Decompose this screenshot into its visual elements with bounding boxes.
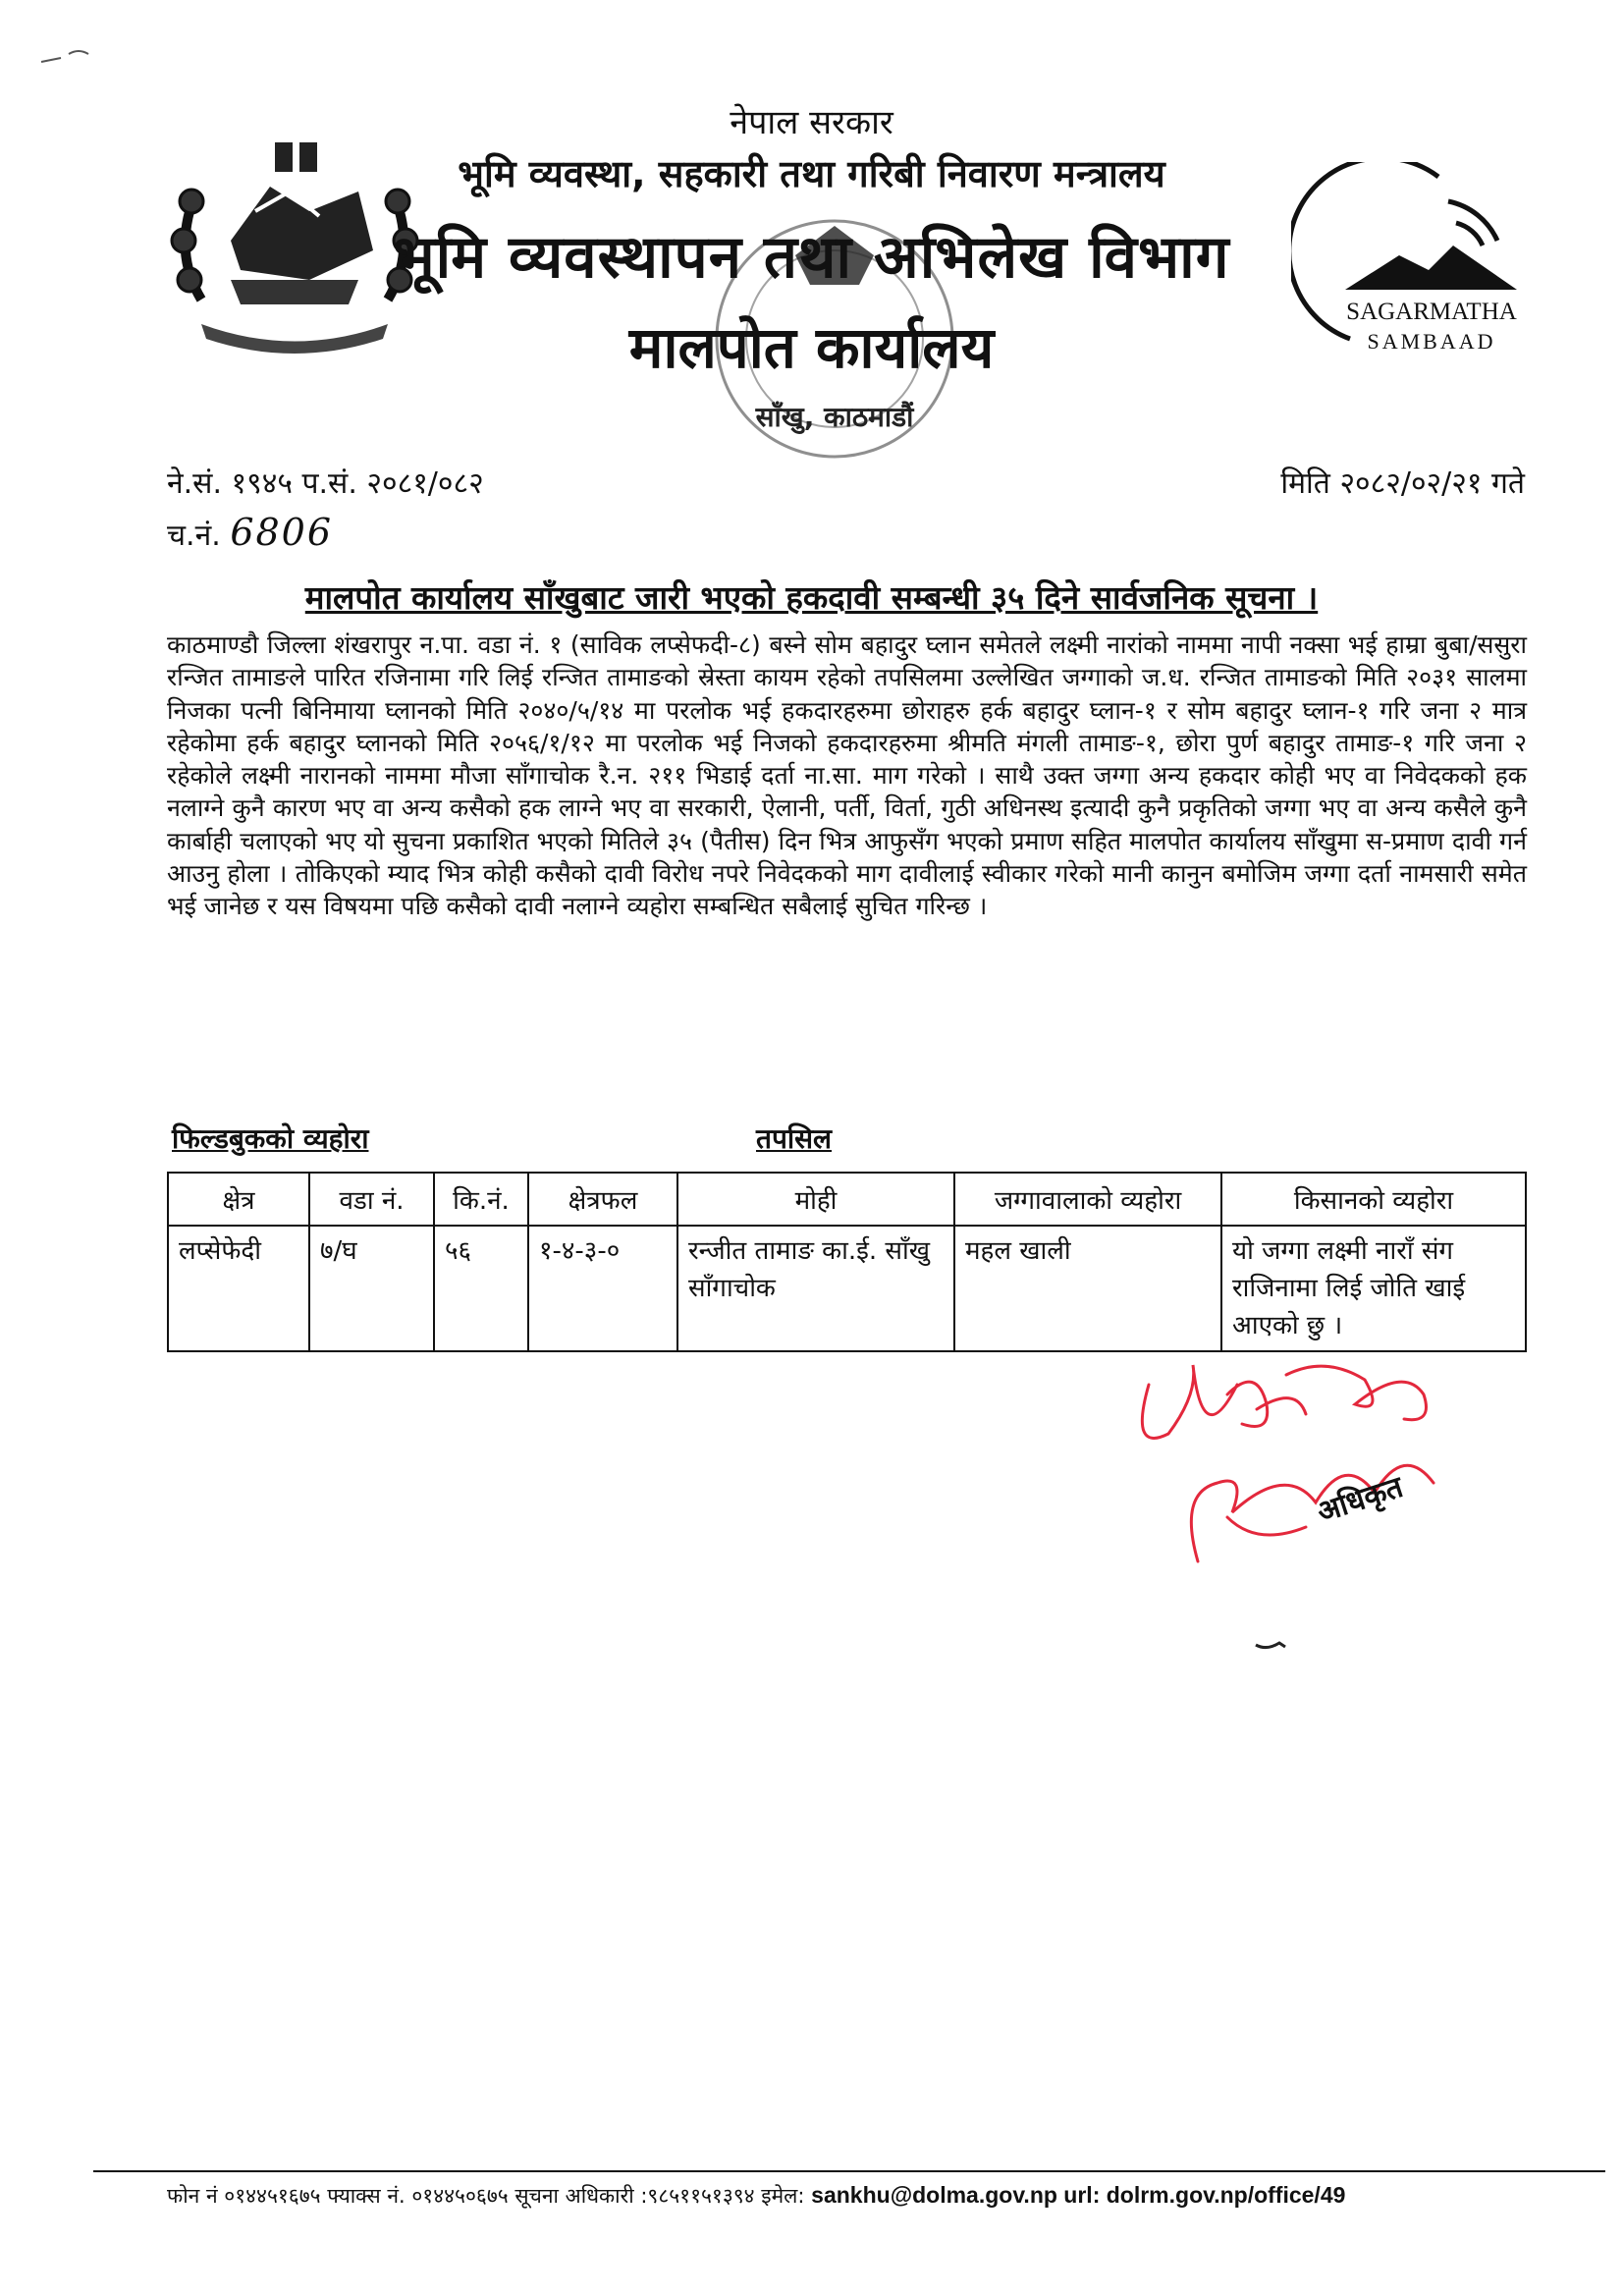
table-cell: रन्जीत तामाङ का.ई. साँखु साँगाचोक	[677, 1226, 954, 1351]
notice-body: काठमाण्डौ जिल्ला शंखरापुर न.पा. वडा नं. १ (साविक लप्सेफदी-८) बस्ने सोम बहादुर घ्लान समेतले लक्ष्मी नारांको नाममा नापी नक्सा भई हाम्रा बुबा/ससुरा रन्जित तामाङले पारित रजिनामा गरि लिई रन्जित तामाङको स्रेस्ता कायम रहेको तपसिलमा उल्लेखित जग्गाको ज.ध. रन्जित तामाङको मिति २०३१ सालमा निजका पत्नी बिनिमाया घ्लानको मिति २०४०/५/१४ मा परलोक भई हकदारहरुमा छोराहरु हर्क बहादुर घ्लान-१ र सोम बहादुर घ्लान-१ गरि जना २ मात्र रहेकोमा हर्क बहादुर घ्लानको मिति २०५६/१/१२ मा परलोक भई निजको हकदारहरुमा श्रीमति मंगली तामाङ-१, छोरा पुर्ण बहादुर तामाङ-१ गरि जना २ रहेकोले लक्ष्मी नारानको नाममा मौजा साँगाचोक रै.न. २११ भिडाई दर्ता ना.सा. माग गरेको । साथै उक्त जग्गा अन्य हकदार कोही भए वा निवेदकको हक नलाग्ने कुनै कारण भए वा अन्य कसैको हक लाग्ने भए वा सरकारी, ऐलानी, पर्ती, विर्ता, गुठी अधिनस्थ इत्यादी कुनै प्रकृतिको जग्गा भए वा अन्य कसैले कुनै कार्बाही चलाएको भए यो सुचना प्रकाशित भएको मितिले ३५ (पैतीस) दिन भित्र आफुसँग भएको प्रमाण सहित मालपोत कार्यालय साँखुमा स-प्रमाण दावी गर्न आउनु होला । तोकिएको म्याद भित्र कोही कसैको दावी विरोध नपरे निवेदकको माग दावीलाई स्वीकार गरेको मानी कानुन बमोजिम जग्गा दर्ता नामसारी समेत भई जानेछ र यस विषयमा पछि कसैको दावी नलाग्ने व्यहोरा सम्बन्धित सबैलाई सुचित गरिन्छ ।	[167, 630, 1527, 921]
footer-info-officer: सूचना अधिकारी :९८५११५१३९४	[514, 2184, 755, 2208]
signature	[1109, 1345, 1522, 1620]
table-cell: ७/घ	[309, 1226, 434, 1351]
scan-artifact	[39, 44, 118, 74]
footer-email-label: इमेल:	[761, 2184, 805, 2208]
office-name: मालपोत कार्यालय	[628, 314, 995, 381]
ink-mark	[1252, 1635, 1291, 1655]
table-row	[168, 1226, 1526, 1351]
office-location: साँखु, काठमाडौं	[755, 401, 914, 433]
chalan-number: 6806	[230, 511, 334, 554]
footer-phone: फोन नं ०१४४५१६७५	[167, 2184, 321, 2208]
table-cell: यो जग्गा लक्ष्मी नाराँ संग राजिनामा लिई जोति खाई आएको छु ।	[1221, 1226, 1526, 1351]
table-cell: महल खाली	[954, 1226, 1221, 1351]
column-header: मोही	[677, 1173, 954, 1226]
table-cell: १-४-३-०	[528, 1226, 677, 1351]
annex-label: तपसिल	[756, 1122, 833, 1155]
footer-fax: फ्याक्स नं. ०१४४५०६७५	[327, 2184, 509, 2208]
column-header: कि.नं.	[434, 1173, 528, 1226]
chalan-number-line	[167, 511, 333, 554]
column-header: क्षेत्रफल	[528, 1173, 677, 1226]
logo-line1: SAGARMATHA	[1346, 299, 1517, 325]
ministry-name: भूमि व्यवस्था, सहकारी तथा गरिबी निवारण मन्त्रालय	[458, 152, 1165, 195]
table-cell: लप्सेफेदी	[168, 1226, 309, 1351]
notice-title: मालपोत कार्यालय साँखुबाट जारी भएको हकदावी सम्बन्धी ३५ दिने सार्वजनिक सूचना ।	[304, 578, 1319, 617]
department-name: भूमि व्यवस्थापन तथा अभिलेख विभाग	[393, 223, 1230, 292]
column-header: जग्गावालाको व्यहोरा	[954, 1173, 1221, 1226]
column-header: वडा नं.	[309, 1173, 434, 1226]
field-book-label: फिल्डबुकको व्यहोरा	[172, 1122, 369, 1155]
column-header: किसानको व्यहोरा	[1221, 1173, 1526, 1226]
table-cell: ५६	[434, 1226, 528, 1351]
annex-table	[167, 1172, 1527, 1352]
reference-number: ने.सं. १९४५ प.सं. २०८१/०८२	[167, 466, 484, 501]
signatory-stamp: अधिकृत	[1313, 1469, 1408, 1530]
footer-divider	[93, 2170, 1605, 2172]
footer	[167, 2182, 1345, 2210]
notice-date: मिति २०८२/०२/२१ गते	[1280, 466, 1525, 501]
footer-email-url[interactable]: sankhu@dolma.gov.np url: dolrm.gov.np/office/49	[811, 2182, 1346, 2208]
sagarmatha-sambaad-logo	[1291, 162, 1546, 368]
government-name: नेपाल सरकार	[730, 103, 893, 142]
table-header-row	[168, 1173, 1526, 1226]
chalan-label: च.नं.	[167, 519, 221, 553]
column-header: क्षेत्र	[168, 1173, 309, 1226]
logo-line2: SAMBAAD	[1367, 329, 1496, 354]
